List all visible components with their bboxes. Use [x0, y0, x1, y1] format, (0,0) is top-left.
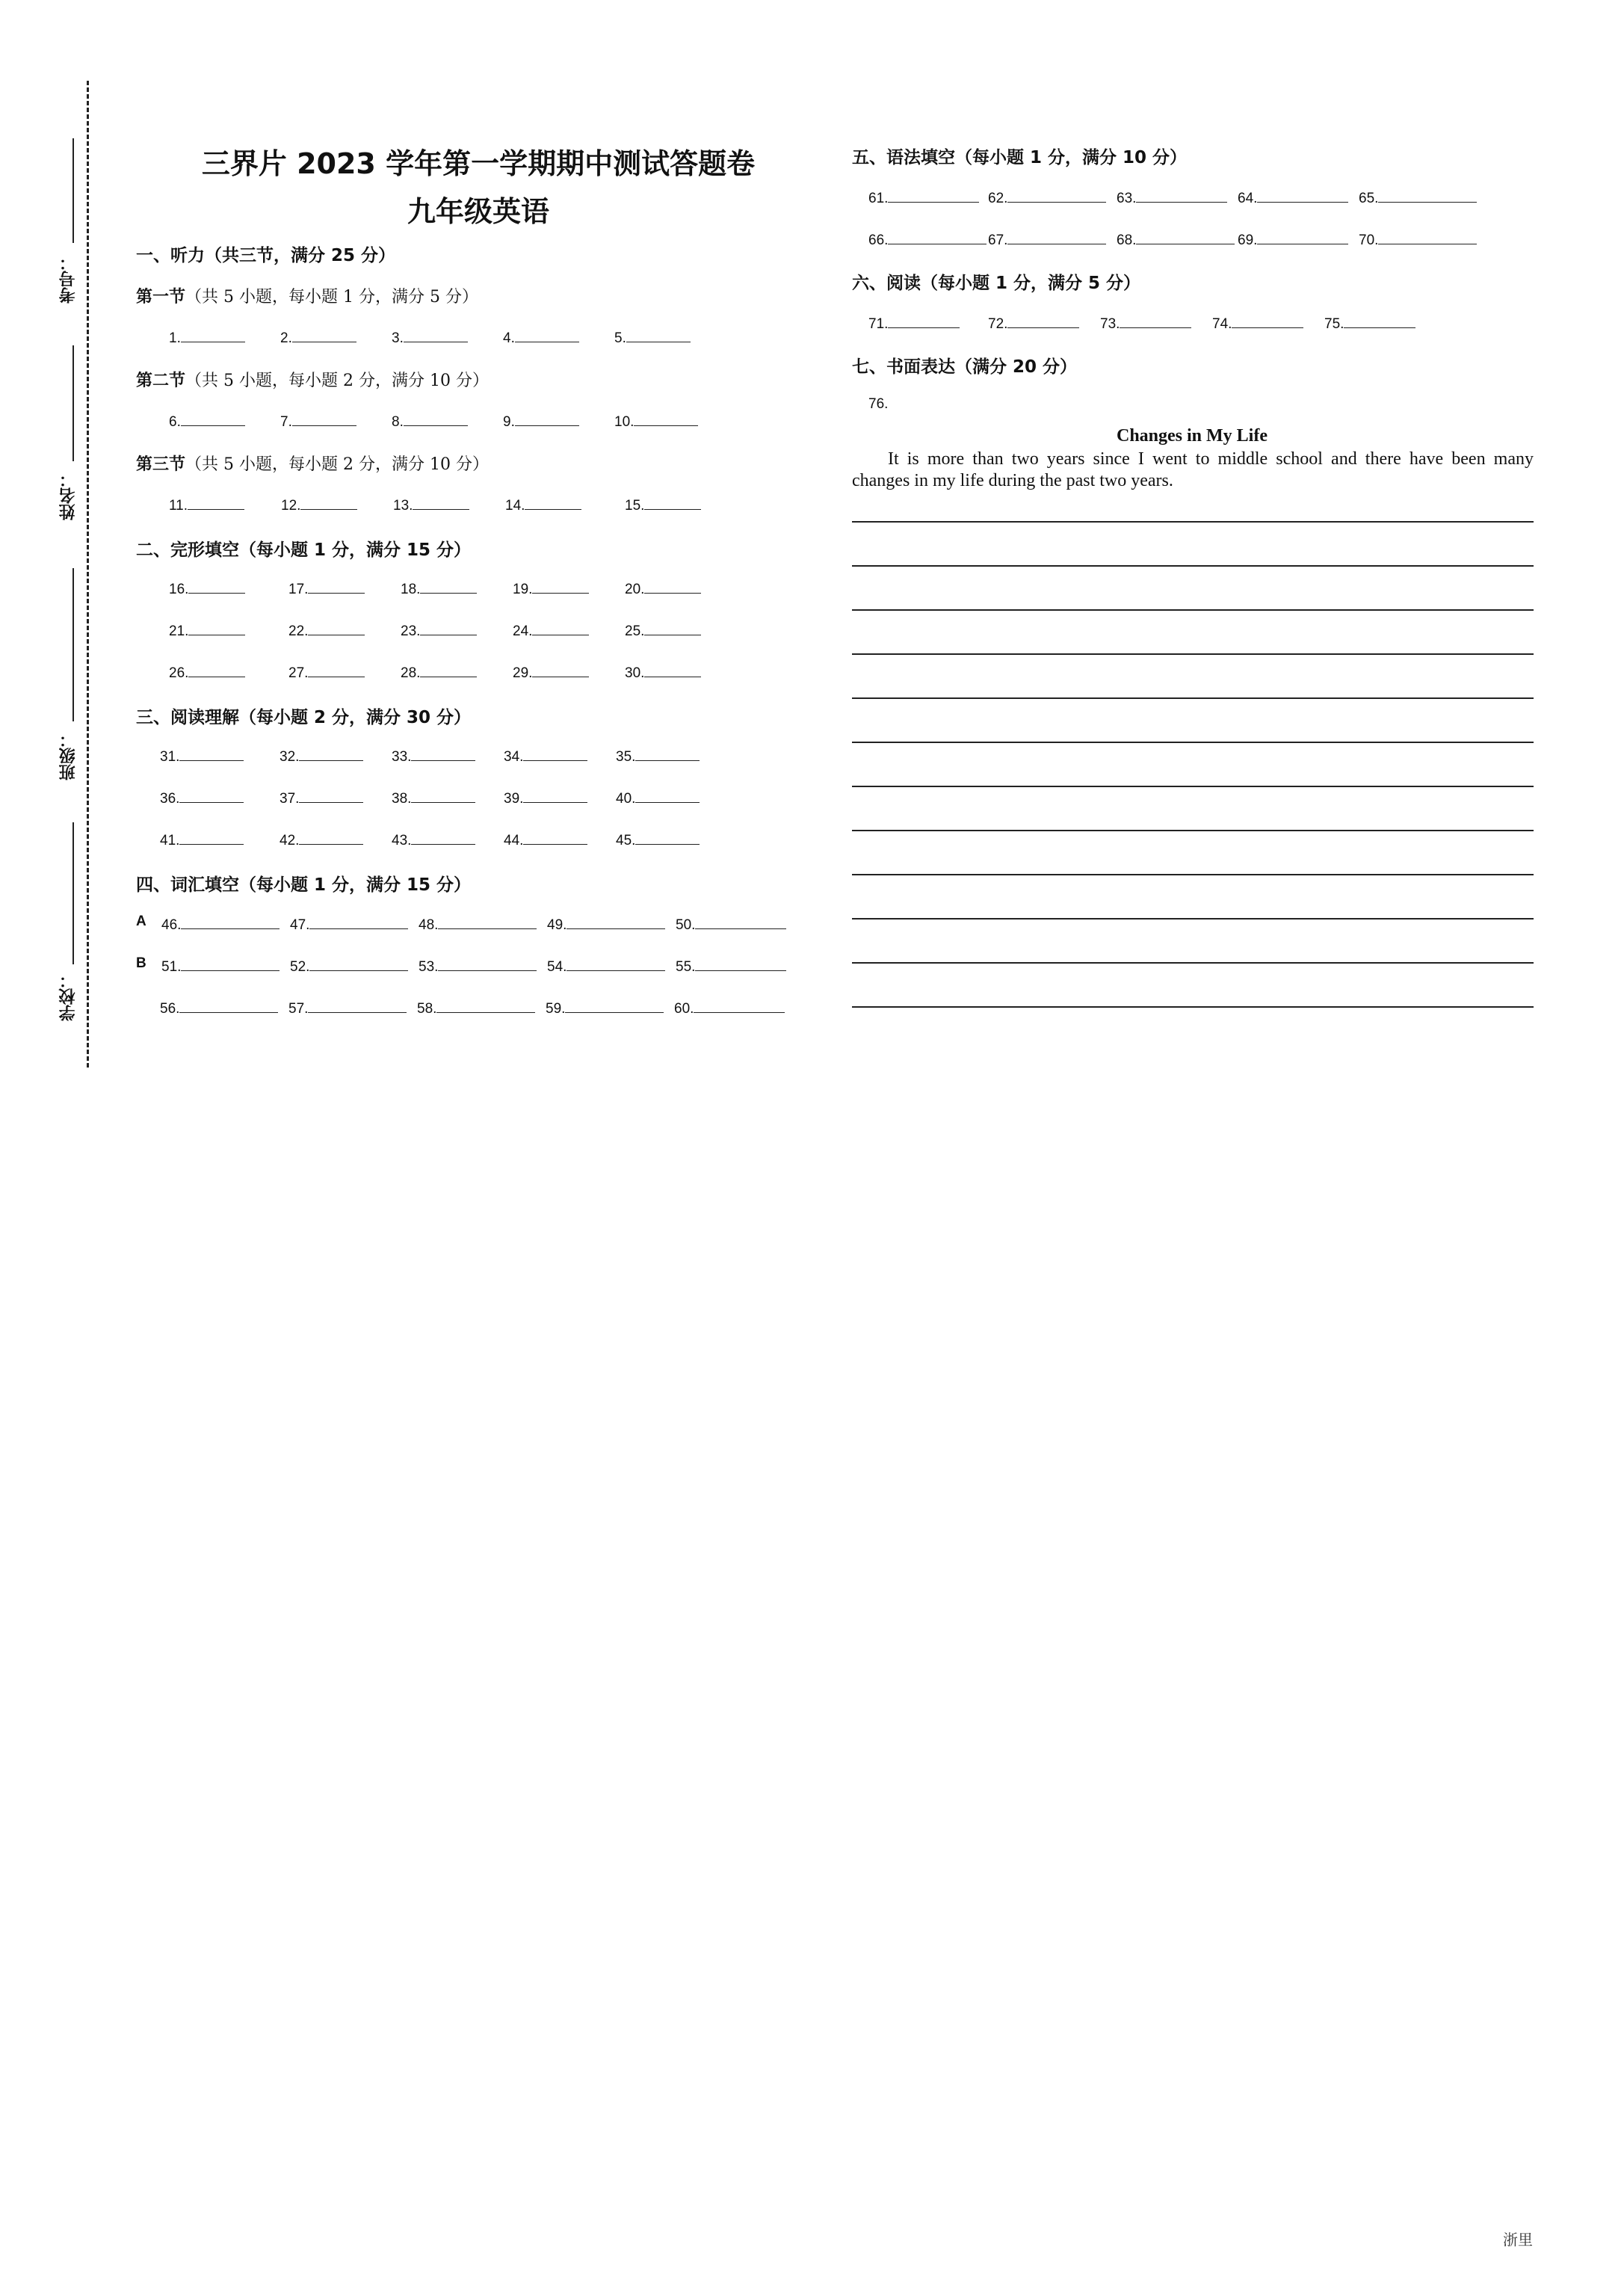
- answer-blank-47[interactable]: 47.: [290, 914, 408, 934]
- section-6-heading: 六、阅读（每小题 1 分，满分 5 分）: [852, 274, 1141, 293]
- answer-blank-33[interactable]: 33.: [392, 745, 475, 765]
- answer-blank-7[interactable]: 7.: [280, 410, 356, 431]
- answer-blank-52[interactable]: 52.: [290, 955, 408, 976]
- section-3-heading: 三、阅读理解（每小题 2 分，满分 30 分）: [136, 708, 472, 727]
- writing-line[interactable]: [852, 830, 1534, 831]
- answer-blank-75[interactable]: 75.: [1324, 312, 1415, 333]
- answer-blank-10[interactable]: 10.: [614, 410, 698, 431]
- part-3-note: （共 5 小题，每小题 2 分，满分 10 分）: [185, 455, 489, 474]
- name-label: 姓名：: [59, 471, 78, 520]
- exam-no-label: 考号：: [59, 254, 78, 304]
- section-1-part-1: [136, 284, 478, 307]
- answer-blank-21[interactable]: 21.: [169, 620, 245, 640]
- page-title: 三界片 2023 学年第一学期期中测试答题卷: [201, 147, 756, 180]
- name-line[interactable]: [72, 345, 74, 461]
- answer-blank-44[interactable]: 44.: [504, 829, 587, 849]
- answer-blank-28[interactable]: 28.: [401, 662, 477, 682]
- answer-blank-22[interactable]: 22.: [288, 620, 365, 640]
- class-line[interactable]: [72, 568, 74, 721]
- fold-dashed-line: [87, 81, 89, 1068]
- essay-title: Changes in My Life: [1116, 426, 1268, 446]
- answer-blank-74[interactable]: 74.: [1212, 312, 1303, 333]
- answer-blank-57[interactable]: 57.: [288, 997, 407, 1017]
- answer-blank-38[interactable]: 38.: [392, 787, 475, 807]
- part-3-label: 第三节: [136, 455, 186, 474]
- answer-blank-68[interactable]: 68.: [1117, 229, 1235, 249]
- answer-blank-1[interactable]: 1.: [169, 327, 245, 347]
- footer-mark: 浙里: [1503, 2231, 1533, 2249]
- page-subtitle: 九年级英语: [407, 195, 549, 228]
- answer-blank-9[interactable]: 9.: [503, 410, 579, 431]
- writing-line[interactable]: [852, 918, 1534, 919]
- answer-blank-67[interactable]: 67.: [988, 229, 1106, 249]
- answer-blank-27[interactable]: 27.: [288, 662, 365, 682]
- answer-blank-34[interactable]: 34.: [504, 745, 587, 765]
- writing-line[interactable]: [852, 521, 1534, 523]
- writing-line[interactable]: [852, 1006, 1534, 1008]
- answer-blank-45[interactable]: 45.: [616, 829, 700, 849]
- answer-blank-46[interactable]: 46.: [161, 914, 280, 934]
- essay-opening: It is more than two years since I went to middle school and there have been many changes in my life during the past two years.: [852, 449, 1534, 490]
- answer-blank-6[interactable]: 6.: [169, 410, 245, 431]
- answer-blank-17[interactable]: 17.: [288, 578, 365, 598]
- answer-blank-26[interactable]: 26.: [169, 662, 245, 682]
- answer-blank-31[interactable]: 31.: [160, 745, 244, 765]
- answer-blank-3[interactable]: 3.: [392, 327, 468, 347]
- section-1-heading: 一、听力（共三节，满分 25 分）: [136, 246, 396, 265]
- answer-blank-41[interactable]: 41.: [160, 829, 244, 849]
- answer-blank-39[interactable]: 39.: [504, 787, 587, 807]
- answer-blank-65[interactable]: 65.: [1359, 187, 1477, 207]
- writing-line[interactable]: [852, 962, 1534, 964]
- section-5-heading: 五、语法填空（每小题 1 分，满分 10 分）: [852, 148, 1188, 167]
- answer-blank-53[interactable]: 53.: [419, 955, 537, 976]
- answer-blank-15[interactable]: 15.: [625, 494, 701, 514]
- writing-line[interactable]: [852, 609, 1534, 611]
- answer-blank-66[interactable]: 66.: [868, 229, 987, 249]
- part-b-letter: B: [136, 955, 146, 971]
- part-1-label: 第一节: [136, 288, 186, 306]
- answer-blank-59[interactable]: 59.: [546, 997, 664, 1017]
- section-1-part-3: [136, 452, 489, 475]
- answer-blank-23[interactable]: 23.: [401, 620, 477, 640]
- exam-no-line[interactable]: [72, 138, 74, 243]
- answer-blank-70[interactable]: 70.: [1359, 229, 1477, 249]
- answer-blank-60[interactable]: 60.: [674, 997, 785, 1017]
- school-label: 学校：: [59, 972, 78, 1021]
- answer-blank-48[interactable]: 48.: [419, 914, 537, 934]
- section-2-heading: 二、完形填空（每小题 1 分，满分 15 分）: [136, 540, 472, 560]
- answer-blank-14[interactable]: 14.: [505, 494, 581, 514]
- answer-blank-29[interactable]: 29.: [513, 662, 589, 682]
- part-2-note: （共 5 小题，每小题 2 分，满分 10 分）: [185, 372, 489, 390]
- class-label: 班级：: [59, 731, 78, 780]
- answer-blank-71[interactable]: 71.: [868, 312, 960, 333]
- answer-blank-42[interactable]: 42.: [280, 829, 363, 849]
- answer-blank-58[interactable]: 58.: [417, 997, 535, 1017]
- part-2-label: 第二节: [136, 372, 186, 390]
- answer-blank-4[interactable]: 4.: [503, 327, 579, 347]
- answer-blank-18[interactable]: 18.: [401, 578, 477, 598]
- answer-blank-64[interactable]: 64.: [1238, 187, 1348, 207]
- answer-blank-62[interactable]: 62.: [988, 187, 1106, 207]
- answer-blank-73[interactable]: 73.: [1100, 312, 1191, 333]
- answer-blank-11[interactable]: 11.: [169, 494, 244, 514]
- answer-blank-30[interactable]: 30.: [625, 662, 701, 682]
- answer-blank-16[interactable]: 16.: [169, 578, 245, 598]
- answer-blank-43[interactable]: 43.: [392, 829, 475, 849]
- writing-line[interactable]: [852, 697, 1534, 699]
- answer-blank-19[interactable]: 19.: [513, 578, 589, 598]
- question-76-number: 76.: [868, 396, 889, 412]
- writing-line[interactable]: [852, 565, 1534, 567]
- answer-blank-37[interactable]: 37.: [280, 787, 363, 807]
- writing-line[interactable]: [852, 786, 1534, 787]
- answer-blank-63[interactable]: 63.: [1117, 187, 1227, 207]
- answer-blank-50[interactable]: 50.: [676, 914, 786, 934]
- writing-line[interactable]: [852, 874, 1534, 875]
- answer-blank-5[interactable]: 5.: [614, 327, 691, 347]
- school-line[interactable]: [72, 822, 74, 964]
- answer-blank-54[interactable]: 54.: [547, 955, 665, 976]
- answer-blank-51[interactable]: 51.: [161, 955, 280, 976]
- writing-line[interactable]: [852, 742, 1534, 743]
- answer-blank-32[interactable]: 32.: [280, 745, 363, 765]
- section-1-part-2: [136, 368, 489, 391]
- answer-blank-72[interactable]: 72.: [988, 312, 1079, 333]
- answer-blank-35[interactable]: 35.: [616, 745, 700, 765]
- answer-blank-24[interactable]: 24.: [513, 620, 589, 640]
- answer-blank-13[interactable]: 13.: [393, 494, 469, 514]
- answer-blank-20[interactable]: 20.: [625, 578, 701, 598]
- answer-blank-40[interactable]: 40.: [616, 787, 700, 807]
- writing-line[interactable]: [852, 653, 1534, 655]
- answer-blank-56[interactable]: 56.: [160, 997, 278, 1017]
- section-4-heading: 四、词汇填空（每小题 1 分，满分 15 分）: [136, 875, 472, 895]
- answer-blank-25[interactable]: 25.: [625, 620, 701, 640]
- answer-blank-2[interactable]: 2.: [280, 327, 356, 347]
- part-a-letter: A: [136, 914, 146, 929]
- answer-blank-36[interactable]: 36.: [160, 787, 244, 807]
- answer-blank-61[interactable]: 61.: [868, 187, 979, 207]
- section-7-heading: 七、书面表达（满分 20 分）: [852, 357, 1078, 377]
- answer-blank-49[interactable]: 49.: [547, 914, 665, 934]
- answer-blank-55[interactable]: 55.: [676, 955, 786, 976]
- answer-blank-12[interactable]: 12.: [281, 494, 357, 514]
- answer-blank-8[interactable]: 8.: [392, 410, 468, 431]
- part-1-note: （共 5 小题，每小题 1 分，满分 5 分）: [185, 288, 478, 306]
- answer-blank-69[interactable]: 69.: [1238, 229, 1348, 249]
